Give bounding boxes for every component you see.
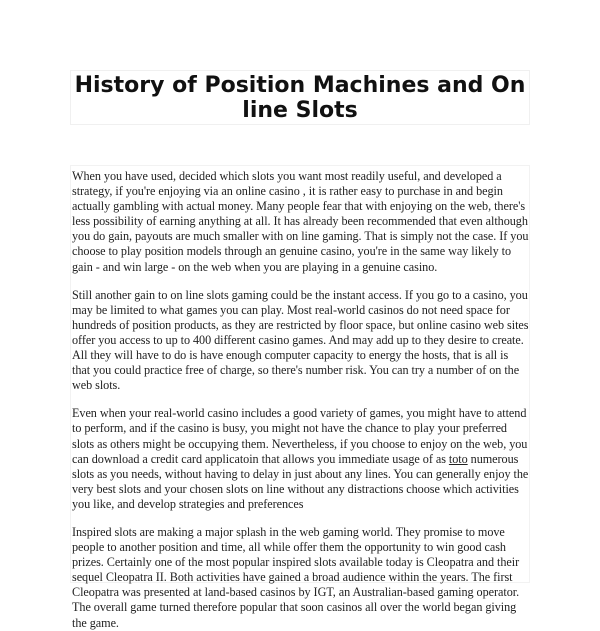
page-title: History of Position Machines and On line Slots [74,72,526,123]
paragraph-1: When you have used, decided which slots you want most readily useful, and developed a strategy, if you're enjoying via an online casino , it is rather easy to purchase in and begin actually gambling with actual money. Many people fear that with enjoying on the web, there's less possibility of earning anything at all. It has already been recommended that even although you do gain, payouts are much smaller with on line gaming. That is simply not the case. If you choose to play position models through an genuine casino, you're in the same way likely to gain - and win large - on the web when you are playing in a genuine casino. [72,169,529,274]
article-body [70,165,530,630]
paragraph-3-text-after: numerous slots as you needs, without having to delay in just about any lines. You can generally enjoy the very best slots and your chosen slots on line without any distractions choose which activities you like, and develop strategies and preferences [72,451,529,511]
paragraph-2: Still another gain to on line slots gaming could be the instant access. If you go to a casino, you may be limited to what games you can play. Most real-world casinos do not need space for hundreds of position products, as they are restricted by floor space, but online casino web sites offer you access to up to 400 different casino games. And may add up to they desire to create. All they will have to do is have enough computer capacity to energy the hosts, that is all is that you could practice free of charge, so there's number risk. You can try a number of on the web slots. [72,287,529,393]
toto-link[interactable]: toto [448,451,468,466]
paragraph-3-text-before: Even when your real-world casino includes a good variety of games, you might have to attend to perform, and if the casino is busy, you might not have the chance to play your preferred slots as others might be occupying them. Nevertheless, if you choose to enjoy on the web, you can download a credit card applicatoin that allows you immediate usage of as [72,406,528,466]
paragraph-4: Inspired slots are making a major splash in the web gaming world. They promise to move people to another position and time, all while offer them the opportunity to win good cash prizes. Certainly one of the most popular inspired slots available today is Cleopatra and their sequel Cleopatra II. Both activities have gained a broad audience within the years. The first Cleopatra was presented at land-based casinos by IGT, an Australian-based gaming operator. The overall game turned therefore popular that soon casinos all over the world began giving the game. [72,524,520,630]
paragraph-3 [72,406,529,512]
title-box [70,70,530,125]
